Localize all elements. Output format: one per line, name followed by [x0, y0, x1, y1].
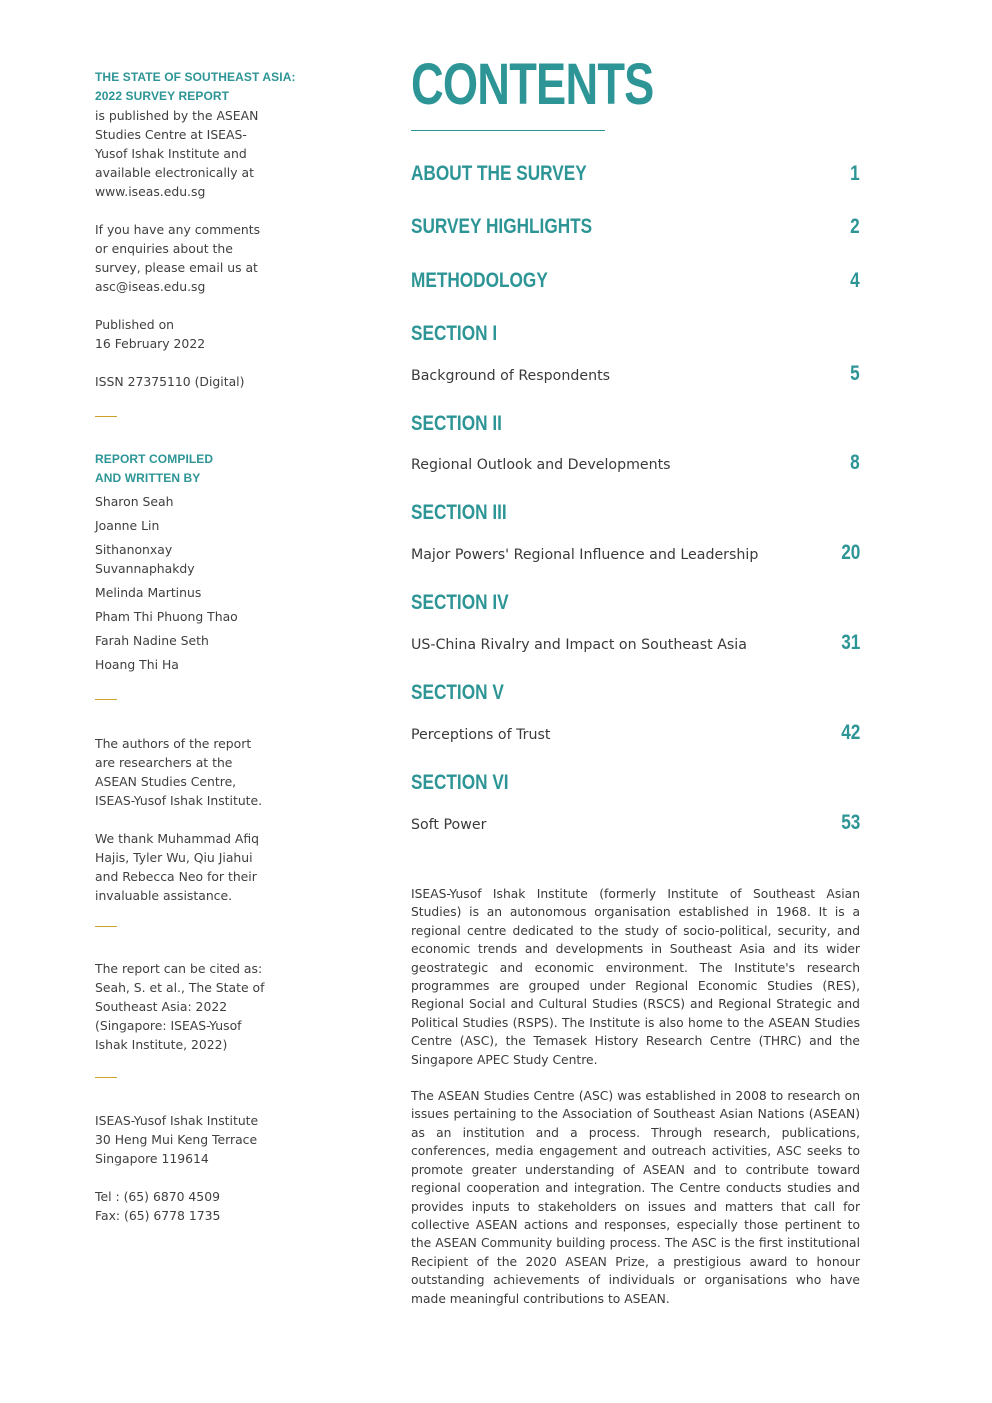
published-date: 16 February 2022 [95, 336, 206, 351]
page-title: CONTENTS [411, 52, 654, 117]
toc-page-number: 20 [840, 541, 860, 564]
section-label: SECTION V [411, 681, 504, 704]
toc-entry-about-survey[interactable] [411, 162, 860, 186]
toc-page-number: 53 [840, 811, 860, 834]
toc-entry-label: METHODOLOGY [411, 269, 548, 292]
section-label: SECTION III [411, 501, 507, 524]
authors-note: The authors of the report are researchers at the ASEAN Studies Centre, ISEAS-Yusof Ishak Institute. [95, 736, 263, 808]
author-name: Joanne Lin [95, 518, 160, 533]
author-name: Sithanonxay Suvannaphakdy [95, 542, 195, 576]
author-name: Melinda Martinus [95, 585, 202, 600]
section-title: Major Powers' Regional Influence and Leadership [411, 547, 759, 563]
toc-page-number: 42 [840, 721, 860, 744]
published-label: Published on [95, 317, 175, 332]
fax: Fax: (65) 6778 1735 [95, 1208, 221, 1223]
section-title: US-China Rivalry and Impact on Southeast Asia [411, 637, 747, 653]
section-title: Regional Outlook and Developments [411, 457, 671, 473]
thanks-note: We thank Muhammad Afiq Hajis, Tyler Wu, Qiu Jiahui and Rebecca Neo for their invaluable assistance. [95, 831, 260, 903]
title-underline [411, 130, 605, 131]
author-name: Farah Nadine Seth [95, 633, 209, 648]
citation-note: The report can be cited as: Seah, S. et al., The State of Southeast Asia: 2022 (Singapore: ISEAS-Yusof Ishak Institute, 2022) [95, 961, 265, 1052]
section-title: Perceptions of Trust [411, 727, 551, 743]
toc-page-number: 31 [840, 631, 860, 654]
toc-entry-section-2[interactable] [411, 451, 860, 475]
toc-page-number: 1 [850, 162, 860, 185]
telephone: Tel : (65) 6870 4509 [95, 1189, 220, 1204]
about-text [411, 885, 860, 1326]
toc-entry-label: ABOUT THE SURVEY [411, 162, 587, 185]
table-of-contents [411, 52, 860, 834]
asc-description: The ASEAN Studies Centre (ASC) was established in 2008 to research on issues pertaining to the Association of Southeast Asian Nations (ASEAN) as an institution and a process. Through research, publications, conferences, media engagement and outreach activities, ASC seeks to promote greater understanding of ASEAN and to contribute toward regional cooperation and integration. The Centre conducts studies and provides inputs to stakeholders on issues and matters that call for collective ASEAN actions and responses, especially those pertinent to the ASEAN Community building process. The ASC is the first institutional Recipient of the 2020 ASEAN Prize, a prestigious award to honour outstanding achievements of individuals or organisations who have made meaningful contributions to ASEAN. [411, 1089, 860, 1306]
address-line: ISEAS-Yusof Ishak Institute [95, 1113, 259, 1128]
author-name: Pham Thi Phuong Thao [95, 609, 238, 624]
section-label: SECTION II [411, 412, 502, 435]
section-label: SECTION I [411, 322, 498, 345]
colophon-column [95, 68, 296, 1225]
section-label: SECTION IV [411, 591, 509, 614]
author-name: Hoang Thi Ha [95, 657, 179, 672]
toc-entry-label: SURVEY HIGHLIGHTS [411, 215, 593, 238]
toc-entry-section-6[interactable] [411, 811, 860, 835]
compiled-heading-line2: AND WRITTEN BY [95, 471, 201, 485]
issn: ISSN 27375110 (Digital) [95, 374, 245, 389]
address-line: Singapore 119614 [95, 1151, 209, 1166]
section-label: SECTION VI [411, 771, 509, 794]
toc-page-number: 4 [850, 269, 860, 292]
toc-entry-section-5[interactable] [411, 721, 860, 745]
author-name: Sharon Seah [95, 494, 174, 509]
publication-title-line2: 2022 SURVEY REPORT [95, 89, 230, 103]
comments-info: If you have any comments or enquiries about the survey, please email us at asc@iseas.edu.sg [95, 222, 261, 294]
toc-page-number: 8 [850, 451, 860, 474]
iseas-description: ISEAS-Yusof Ishak Institute (formerly Institute of Southeast Asian Studies) is an autonomous organisation established in 1968. It is a regional centre dedicated to the study of socio-political, security, and economic trends and developments in Southeast Asia and its wider geostrategic and economic environment. The Institute's research programmes are grouped under Regional Economic Studies (RES), Regional Social and Cultural Studies (RSCS) and Regional Strategic and Political Studies (RSPS). The Institute is also home to the ASEAN Studies Centre (ASC), the Temasek History Research Centre (THRC) and the Singapore APEC Study Centre. [411, 887, 860, 1067]
toc-entry-section-4[interactable] [411, 631, 860, 655]
publication-title-line1: THE STATE OF SOUTHEAST ASIA: [95, 70, 296, 84]
toc-entry-survey-highlights[interactable] [411, 215, 860, 239]
compiled-heading-line1: REPORT COMPILED [95, 452, 214, 466]
toc-entry-section-1[interactable] [411, 362, 860, 386]
toc-entry-section-3[interactable] [411, 541, 860, 565]
publication-info: is published by the ASEAN Studies Centre at ISEAS-Yusof Ishak Institute and available electronically at www.iseas.edu.sg [95, 108, 259, 199]
toc-entry-methodology[interactable] [411, 269, 860, 293]
author-list [95, 492, 270, 674]
section-title: Background of Respondents [411, 368, 611, 384]
section-title: Soft Power [411, 817, 487, 833]
address-line: 30 Heng Mui Keng Terrace [95, 1132, 258, 1147]
toc-page-number: 5 [850, 362, 860, 385]
toc-page-number: 2 [850, 215, 860, 238]
